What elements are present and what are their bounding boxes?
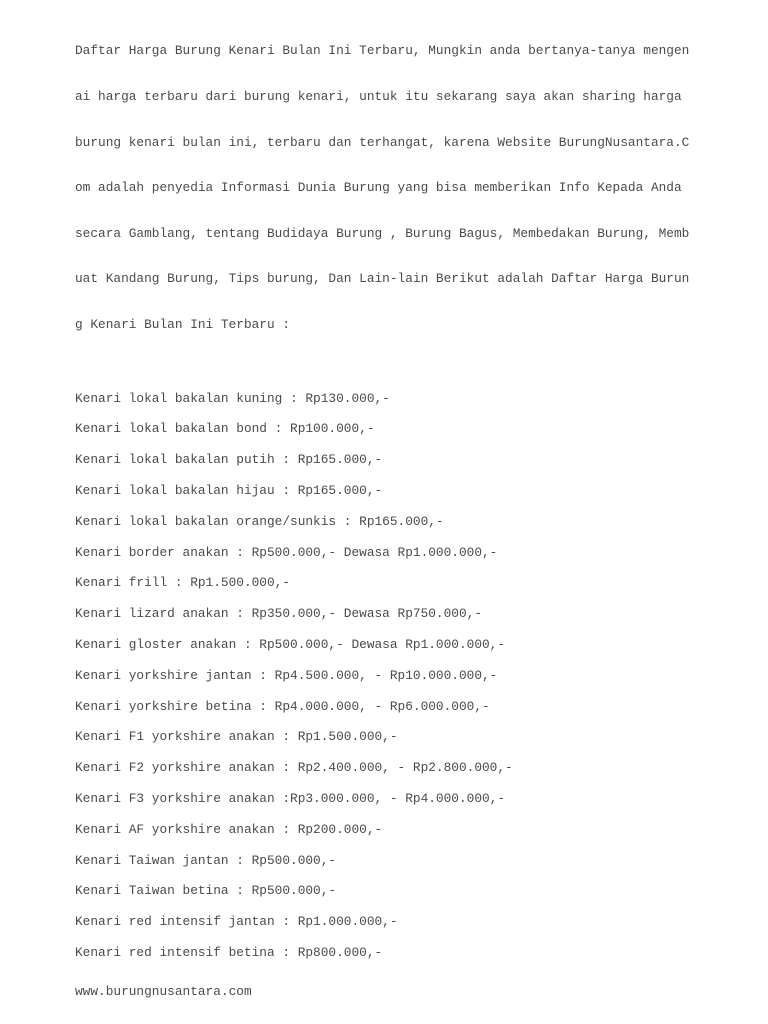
price-item: Kenari frill : Rp1.500.000,- <box>75 575 291 591</box>
footer-url: www.burungnusantara.com <box>75 983 252 999</box>
price-item: Kenari lokal bakalan kuning : Rp130.000,- <box>75 390 390 406</box>
intro-line: ai harga terbaru dari burung kenari, untuk itu sekarang saya akan sharing harga <box>75 89 682 105</box>
price-list <box>75 384 685 969</box>
price-item: Kenari Taiwan betina : Rp500.000,- <box>75 883 337 899</box>
intro-line: burung kenari bulan ini, terbaru dan terhangat, karena Website BurungNusantara.C <box>75 134 690 150</box>
price-item: Kenari lokal bakalan putih : Rp165.000,- <box>75 452 383 468</box>
price-item: Kenari F3 yorkshire anakan :Rp3.000.000, - Rp4.000.000,- <box>75 791 506 807</box>
price-item: Kenari gloster anakan : Rp500.000,- Dewasa Rp1.000.000,- <box>75 637 506 653</box>
price-item: Kenari lokal bakalan orange/sunkis : Rp165.000,- <box>75 513 444 529</box>
intro-paragraph <box>75 13 690 363</box>
price-item: Kenari AF yorkshire anakan : Rp200.000,- <box>75 821 383 837</box>
price-item: Kenari Taiwan jantan : Rp500.000,- <box>75 852 337 868</box>
price-item: Kenari F1 yorkshire anakan : Rp1.500.000,- <box>75 729 398 745</box>
intro-line: secara Gamblang, tentang Budidaya Burung , Burung Bagus, Membedakan Burung, Memb <box>75 225 690 241</box>
intro-line: om adalah penyedia Informasi Dunia Burung yang bisa memberikan Info Kepada Anda <box>75 180 682 196</box>
price-item: Kenari lokal bakalan hijau : Rp165.000,- <box>75 483 383 499</box>
price-item: Kenari lokal bakalan bond : Rp100.000,- <box>75 421 375 437</box>
price-item: Kenari red intensif jantan : Rp1.000.000,- <box>75 914 398 930</box>
price-item: Kenari lizard anakan : Rp350.000,- Dewasa Rp750.000,- <box>75 606 483 622</box>
price-item: Kenari yorkshire betina : Rp4.000.000, - Rp6.000.000,- <box>75 698 490 714</box>
price-item: Kenari yorkshire jantan : Rp4.500.000, - Rp10.000.000,- <box>75 667 498 683</box>
intro-line: uat Kandang Burung, Tips burung, Dan Lain-lain Berikut adalah Daftar Harga Burun <box>75 271 690 287</box>
intro-line: g Kenari Bulan Ini Terbaru : <box>75 317 291 333</box>
document-page <box>75 13 690 999</box>
intro-line: Daftar Harga Burung Kenari Bulan Ini Terbaru, Mungkin anda bertanya-tanya mengen <box>75 43 690 59</box>
price-item: Kenari red intensif betina : Rp800.000,- <box>75 945 383 961</box>
price-item: Kenari F2 yorkshire anakan : Rp2.400.000, - Rp2.800.000,- <box>75 760 513 776</box>
price-item: Kenari border anakan : Rp500.000,- Dewasa Rp1.000.000,- <box>75 544 498 560</box>
